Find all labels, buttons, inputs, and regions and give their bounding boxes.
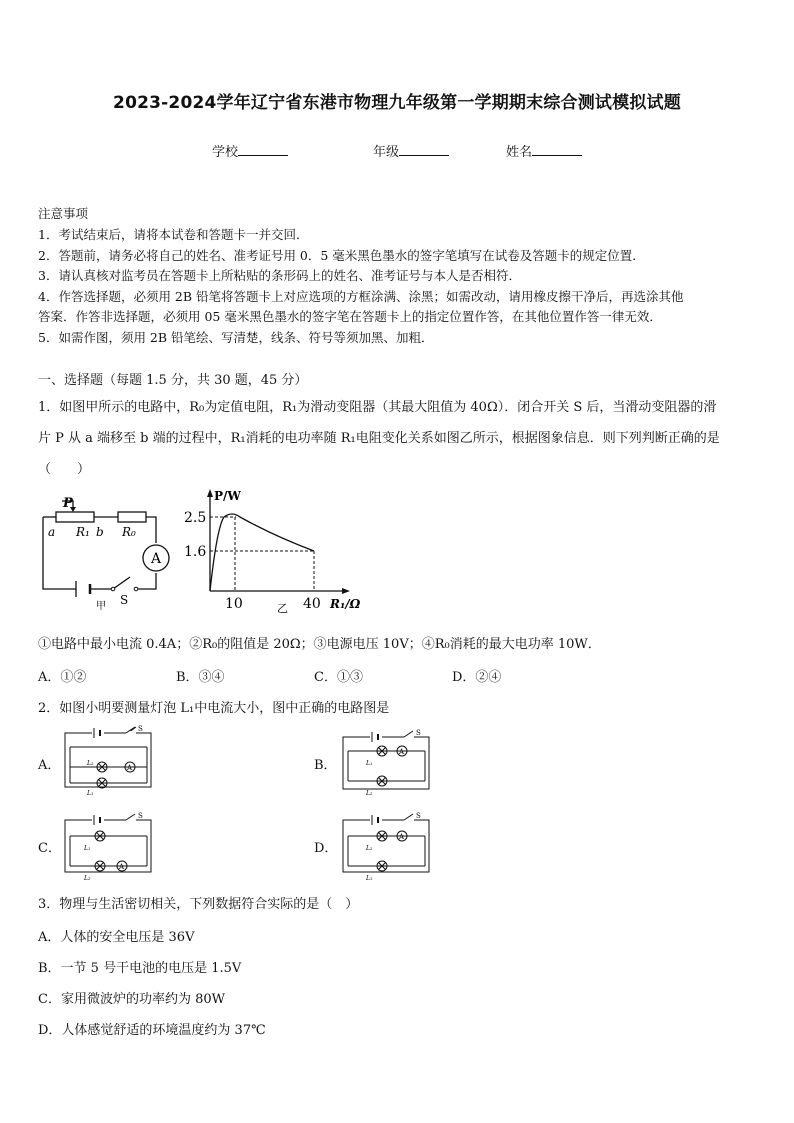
q2-circuit-b (340, 725, 435, 797)
q2-option-a[interactable]: A． (38, 758, 61, 773)
lamp-label-l1: L₁ (84, 845, 91, 852)
q3-stem: 3．物理与生活密切相关，下列数据符合实际的是（ ） (38, 897, 359, 912)
switch-label: S (138, 725, 143, 733)
q1-stem-line3: （ ） (38, 462, 91, 477)
q3-option-c[interactable]: C．家用微波炉的功率约为 80W (38, 992, 225, 1007)
notice-item: 4．作答选择题，必须用 2B 铅笔将答题卡上对应选项的方框涂满、涂黑；如需改动，请用橡皮擦干净后，再选涂其他 (38, 289, 684, 304)
q2-stem: 2．如图小明要测量灯泡 L₁中电流大小，图中正确的电路图是 (38, 701, 390, 716)
notice-item: 3．请认真核对监考员在答题卡上所粘贴的条形码上的姓名、准考证号与本人是否相符． (38, 268, 521, 283)
graph-tick-y2: 1.6 (184, 544, 207, 560)
lamp-label-l2: L₂ (366, 790, 373, 797)
ammeter-label: A (399, 748, 405, 756)
graph-tick-x2: 40 (303, 596, 321, 612)
graph-ylabel: P/W (214, 489, 241, 503)
section-heading: 一、选择题（每题 1.5 分，共 30 题，45 分） (38, 373, 308, 388)
school-field (212, 141, 288, 160)
graph-tick-x1: 10 (225, 596, 243, 612)
grade-blank (399, 142, 449, 156)
notice-item: 1．考试结束后，请将本试卷和答题卡一并交回． (38, 227, 309, 242)
q2-option-b[interactable]: B． (314, 758, 337, 773)
q1-option-b[interactable]: B．③④ (176, 670, 225, 685)
label-r0: R₀ (122, 525, 136, 539)
q2-circuit-c (62, 810, 157, 882)
notice-item: 2．答题前，请务必将自己的姓名、准考证号用 0．5 毫米黑色墨水的签字笔填写在试卷及答题卡的规定位置． (38, 248, 645, 263)
lamp-label-l1: L₁ (366, 875, 373, 882)
ammeter-label: A (151, 551, 162, 567)
page-title: 2023-2024学年辽宁省东港市物理九年级第一学期期末综合测试模拟试题 (113, 93, 681, 113)
q2-circuit-d (340, 810, 435, 882)
school-blank (238, 142, 288, 156)
label-b: b (96, 525, 104, 539)
q1-stem-line2: 片 P 从 a 端移至 b 端的过程中，R₁消耗的电功率随 R₁电阻变化关系如图乙所示，根据图象信息．则下列判断正确的是 (38, 431, 720, 446)
lamp-label-l1: L₁ (87, 790, 94, 797)
grade-label: 年级 (373, 145, 400, 160)
ammeter-label: A (119, 863, 125, 871)
school-label: 学校 (212, 145, 239, 160)
lamp-label-l2: L₂ (366, 845, 373, 852)
name-label: 姓名 (506, 145, 533, 160)
q1-option-d[interactable]: D．②④ (452, 670, 502, 685)
q1-circuit-figure (38, 493, 188, 613)
q3-option-a[interactable]: A．人体的安全电压是 36V (38, 930, 195, 945)
ammeter-label: A (127, 764, 133, 772)
switch-label: S (416, 729, 421, 737)
grade-field (373, 141, 449, 160)
lamp-label-l1: L₁ (366, 760, 373, 767)
q2-option-c[interactable]: C． (38, 841, 61, 856)
notice-heading: 注意事项 (38, 206, 89, 221)
q3-option-b[interactable]: B．一节 5 号干电池的电压是 1.5V (38, 961, 242, 976)
ammeter-label: A (399, 833, 405, 841)
q2-circuit-a (62, 725, 157, 797)
q1-stem-line1: 1．如图甲所示的电路中，R₀为定值电阻，R₁为滑动变阻器（其最大阻值为 40Ω）．闭合开关 S 后，当滑动变阻器的滑 (38, 400, 717, 415)
label-r1: R₁ (76, 525, 90, 539)
q3-option-d[interactable]: D．人体感觉舒适的环境温度约为 37℃ (38, 1023, 266, 1038)
q1-option-a[interactable]: A．①② (38, 670, 87, 685)
lamp-label-l2: L₂ (87, 760, 94, 767)
label-a: a (48, 525, 56, 539)
switch-label: S (416, 812, 421, 820)
switch-label: S (138, 812, 143, 820)
notice-item: 答案．作答非选择题，必须用 05 毫米黑色墨水的签字笔在答题卡上的指定位置作答，在其他位置作答一律无效． (38, 309, 662, 324)
switch-label: S (120, 593, 129, 607)
graph-xlabel: R₁/Ω (330, 597, 361, 611)
name-field (506, 141, 582, 160)
q1-statements: ①电路中最小电流 0.4A；②R₀的阻值是 20Ω；③电源电压 10V；④R₀消耗的最大电功率 10W． (38, 637, 601, 652)
label-p: P (63, 496, 73, 511)
graph-tick-y1: 2.5 (184, 510, 207, 526)
lamp-label-l2: L₂ (84, 875, 91, 882)
figure-yi-label: 乙 (277, 602, 288, 615)
name-blank (532, 142, 582, 156)
notice-item: 5．如需作图，须用 2B 铅笔绘、写清楚，线条、符号等须加黑、加粗． (38, 330, 434, 345)
q2-option-d[interactable]: D． (314, 841, 338, 856)
q1-option-c[interactable]: C．①③ (314, 670, 363, 685)
figure-jia-label: 甲 (96, 601, 106, 612)
q1-power-graph (180, 487, 370, 615)
